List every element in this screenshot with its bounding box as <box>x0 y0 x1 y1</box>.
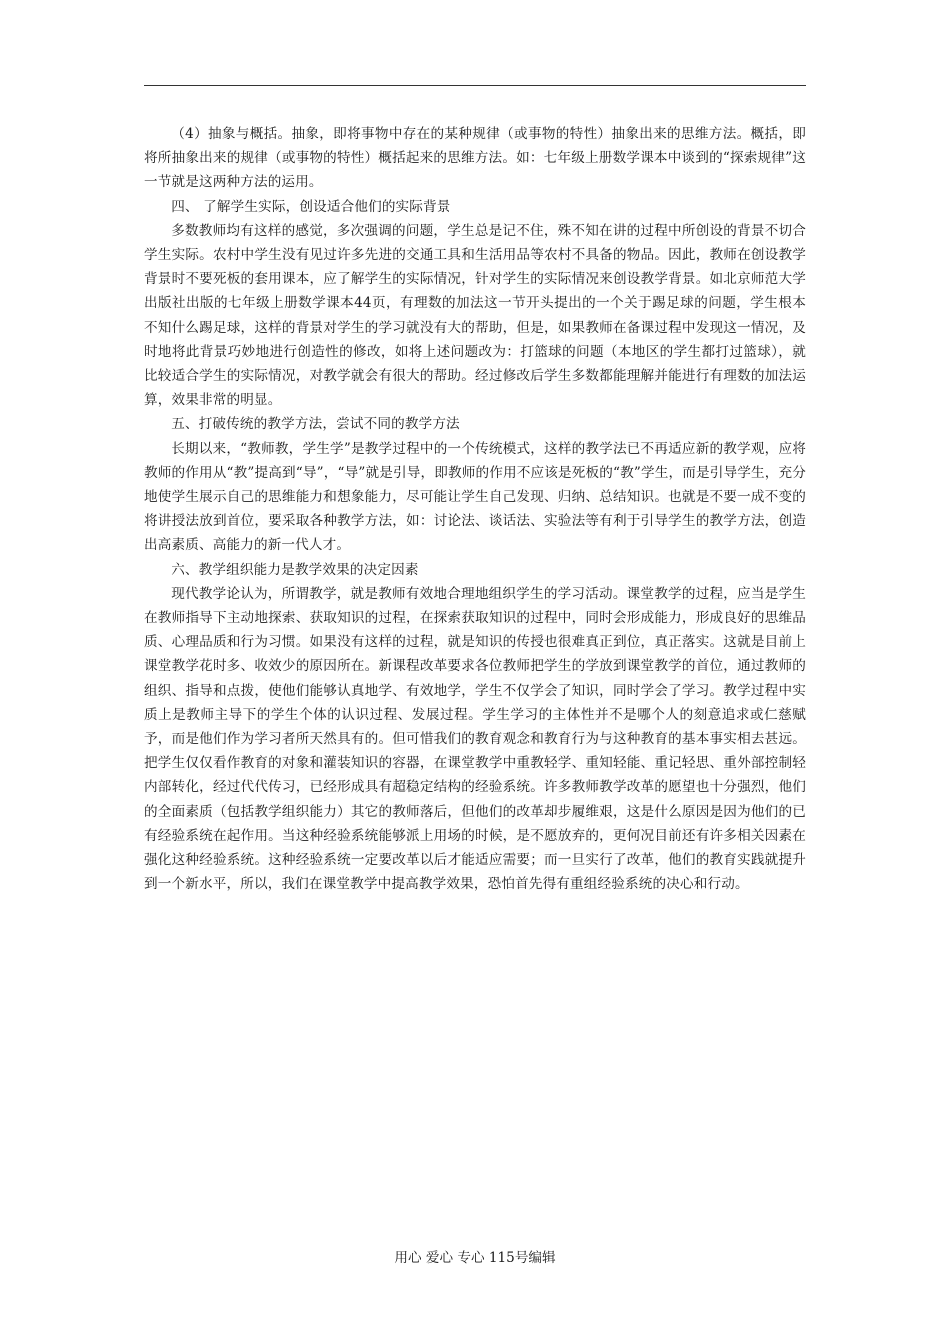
paragraph-teaching-methods: 长期以来，“教师教，学生学”是教学过程中的一个传统模式，这样的教学法已不再适应新的教学观，应将教师的作用从“教”提高到“导”，“导”就是引导，即教师的作用不应该是死板的“教”学生，而是引导学生，充分地使学生展示自己的思维能力和想象能力，尽可能让学生自己发现、归纳、总结知识。也就是不要一成不变的将讲授法放到首位，要采取各种教学方法，如：讨论法、谈话法、实验法等有利于引导学生的教学方法，创造出高素质、高能力的新一代人才。 <box>144 440 806 554</box>
section-heading-5: 五、打破传统的教学方法，尝试不同的教学方法 <box>171 416 460 433</box>
paragraph-student-background: 多数教师均有这样的感觉，多次强调的问题，学生总是记不住，殊不知在讲的过程中所创设的背景不切合学生实际。农村中学生没有见过许多先进的交通工具和生活用品等农村不具备的物品。因此，教师在创设教学背景时不要死板的套用课本，应了解学生的实际情况，针对学生的实际情况来创设教学背景。如北京师范大学出版社出版的七年级上册数学课本44页，有理数的加法这一节开头提出的一个关于踢足球的问题，学生根本不知什么踢足球，这样的背景对学生的学习就没有大的帮助，但是，如果教师在备课过程中发现这一情况，及时地将此背景巧妙地进行创造性的修改，如将上述问题改为：打篮球的问题（本地区的学生都打过篮球），就比较适合学生的实际情况，对教学就会有很大的帮助。经过修改后学生多数都能理解并能进行有理数的加法运算，效果非常的明显。 <box>144 222 806 409</box>
paragraph-organization-ability: 现代教学论认为，所谓教学，就是教师有效地合理地组织学生的学习活动。课堂教学的过程，应当是学生在教师指导下主动地探索、获取知识的过程，在探索获取知识的过程中，同时会形成能力，形成良好的思维品质、心理品质和行为习惯。如果没有这样的过程，就是知识的传授也很难真正到位，真正落实。这就是目前上课堂教学花时多、收效少的原因所在。新课程改革要求各位教师把学生的学放到课堂教学的首位，通过教师的组织、指导和点拨，使他们能够认真地学、有效地学，学生不仅学会了知识，同时学会了学习。教学过程中实质上是教师主导下的学生个体的认识过程、发展过程。学生学习的主体性并不是哪个人的刻意追求或仁慈赋予，而是他们作为学习者所天然具有的。但可惜我们的教育观念和教育行为与这种教育的基本事实相去甚远。把学生仅仅看作教育的对象和灌装知识的容器，在课堂教学中重教轻学、重知轻能、重记轻思、重外部控制轻内部转化，经过代代传习，已经形成具有超稳定结构的经验系统。许多教师教学改革的愿望也十分强烈，他们的全面素质（包括教学组织能力）其它的教师落后，但他们的改革却步履维艰，这是什么原因是因为他们的已有经验系统在起作用。当这种经验系统能够派上用场的时候，是不愿放弃的，更何况目前还有许多相关因素在强化这种经验系统。这种经验系统一定要改革以后才能适应需要；而一旦实行了改革，他们的教育实践就提升到一个新水平，所以，我们在课堂教学中提高教学效果，恐怕首先得有重组经验系统的决心和行动。 <box>144 585 806 893</box>
section-heading-6: 六、教学组织能力是教学效果的决定因素 <box>171 561 419 578</box>
paragraph-abstraction-generalization: （4）抽象与概括。抽象，即将事物中存在的某种规律（或事物的特性）抽象出来的思维方法。概括，即将所抽象出来的规律（或事物的特性）概括起来的思维方法。如：七年级上册数学课本中谈到的“探索规律”这一节就是这两种方法的运用。 <box>144 126 806 191</box>
document-body <box>144 122 806 897</box>
header-rule <box>144 85 806 86</box>
section-heading-4: 四、 了解学生实际，创设适合他们的实际背景 <box>171 198 451 215</box>
page-footer: 用心 爱心 专心 115号编辑 <box>394 1250 556 1266</box>
